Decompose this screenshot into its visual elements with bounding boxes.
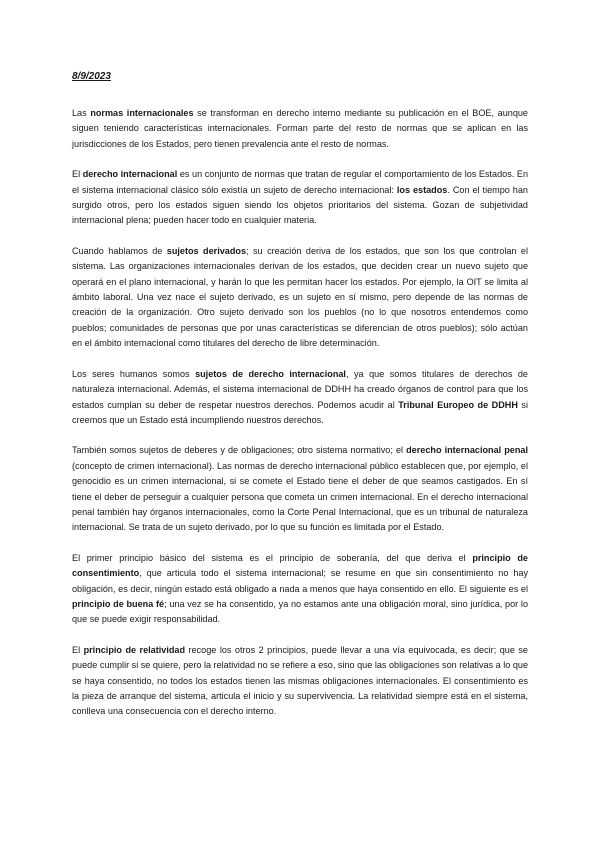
- paragraph: [72, 244, 528, 352]
- paragraph: [72, 551, 528, 628]
- text-run: (concepto de crimen internacional). Las normas de derecho internacional público establecen que, por ejemplo, el genocidio es un crimen internacional, si se comete el Estado tiene el deber de que seamos castigados. En sí tiene el deber de perseguir a cualquier persona que cometa un crimen internacional. En el derecho internacional penal también hay órganos internacionales, como la Corte Penal Internacional, que es un tribunal de naturaleza internacional. Se trata de un sujeto derivado, por lo que su función es limitada por el Estado.: [72, 460, 528, 533]
- text-run: El: [72, 169, 83, 180]
- bold-term: principio de consentimiento: [72, 552, 528, 579]
- bold-term: principio de relatividad: [83, 644, 186, 655]
- text-run: , ya que somos titulares de derechos de naturaleza internacional. Además, el sistema internacional de DDHH ha creado órganos de control para que los estados cumplan su deber de respetar nuestros derechos. Podemos acudir al: [72, 368, 528, 410]
- text-run: . Con el tiempo han surgido otros, pero los estados siguen siendo los objetos prioritarios del sistema. Gozan de subjetividad internacional plena; pueden hacer todo en cualquier materia.: [72, 184, 528, 226]
- paragraph: [72, 643, 528, 720]
- bold-term: derecho internacional: [82, 169, 178, 180]
- paragraph: [72, 367, 528, 429]
- paragraph: [72, 167, 528, 229]
- text-run: , que articula todo el sistema internacional; se resume en que sin consentimiento no hay obligación, es decir, ningún estado está obligado a nada a menos que haya consentido en ello. El siguiente es el: [72, 568, 528, 594]
- bold-term: principio de buena fé: [72, 598, 165, 609]
- text-run: ; su creación deriva de los estados, que son los que controlan el sistema. Las organizaciones internacionales derivan de los estados, que deciden crear un nuevo sujeto que operará en el plano internacional, y harán lo que les permitan hacer los estados. Por ejemplo, la OIT se limita al ámbito laboral. Una vez nace el sujeto derivado, es un sujeto en sí mismo, pero depende de las normas de creación de la organización. Otro sujeto derivado son los pueblos (no lo que nosotros entendemos como pueblos; comunidades de personas que por unas características se diferencian de otros pueblos); sólo actúan en el ámbito internacional como titulares del derecho de libre determinación.: [72, 245, 529, 349]
- bold-term: derecho internacional penal: [406, 445, 528, 456]
- text-run: El primer principio básico del sistema es el principio de soberanía, del que deriva el: [72, 552, 473, 563]
- text-run: Las: [72, 108, 91, 118]
- bold-term: los estados: [396, 184, 448, 195]
- text-run: si creemos que un Estado está incumpliendo nuestros derechos.: [72, 399, 528, 425]
- bold-term: Tribunal Europeo de DDHH: [398, 399, 518, 410]
- paragraph: [72, 106, 528, 152]
- bold-term: sujetos de derecho internacional: [195, 368, 346, 379]
- bold-term: normas internacionales: [90, 108, 194, 118]
- text-run: Cuando hablamos de: [72, 245, 167, 256]
- document-body: [72, 106, 528, 720]
- bold-term: sujetos derivados: [166, 245, 247, 256]
- document-date: 8/9/2023: [72, 71, 111, 82]
- paragraph: [72, 443, 528, 535]
- text-run: se transforman en derecho interno mediante su publicación en el BOE, aunque siguen teniendo características internacionales. Forman parte del resto de normas que se aplican en las jurisdicciones de los Estados, pero tienen prevalencia ante el resto de normas.: [72, 108, 528, 149]
- text-run: El: [72, 644, 84, 655]
- text-run: ; una vez se ha consentido, ya no estamos ante una obligación moral, sino jurídica, por lo que se puede exigir responsabilidad.: [72, 598, 528, 625]
- text-run: recoge los otros 2 principios, puede llevar a una vía equivocada, es decir; que se puede cumplir si se quiere, pero la relatividad no se refiere a eso, sino que las obligaciones son relativas a lo que se haya consentido, no todos los estados tienen las mismas obligaciones internacionales. El consentimiento es la pieza de arranque del sistema, articula el inicio y su supervivencia. La relatividad siempre está en el sistema, conlleva una consecuencia con el derecho interno.: [72, 644, 528, 717]
- text-run: es un conjunto de normas que tratan de regular el comportamiento de los Estados. En el sistema internacional clásico sólo existía un sujeto de derecho internacional:: [72, 169, 528, 195]
- text-run: También somos sujetos de deberes y de obligaciones; otro sistema normativo; el: [72, 445, 407, 456]
- text-run: Los seres humanos somos: [72, 368, 196, 379]
